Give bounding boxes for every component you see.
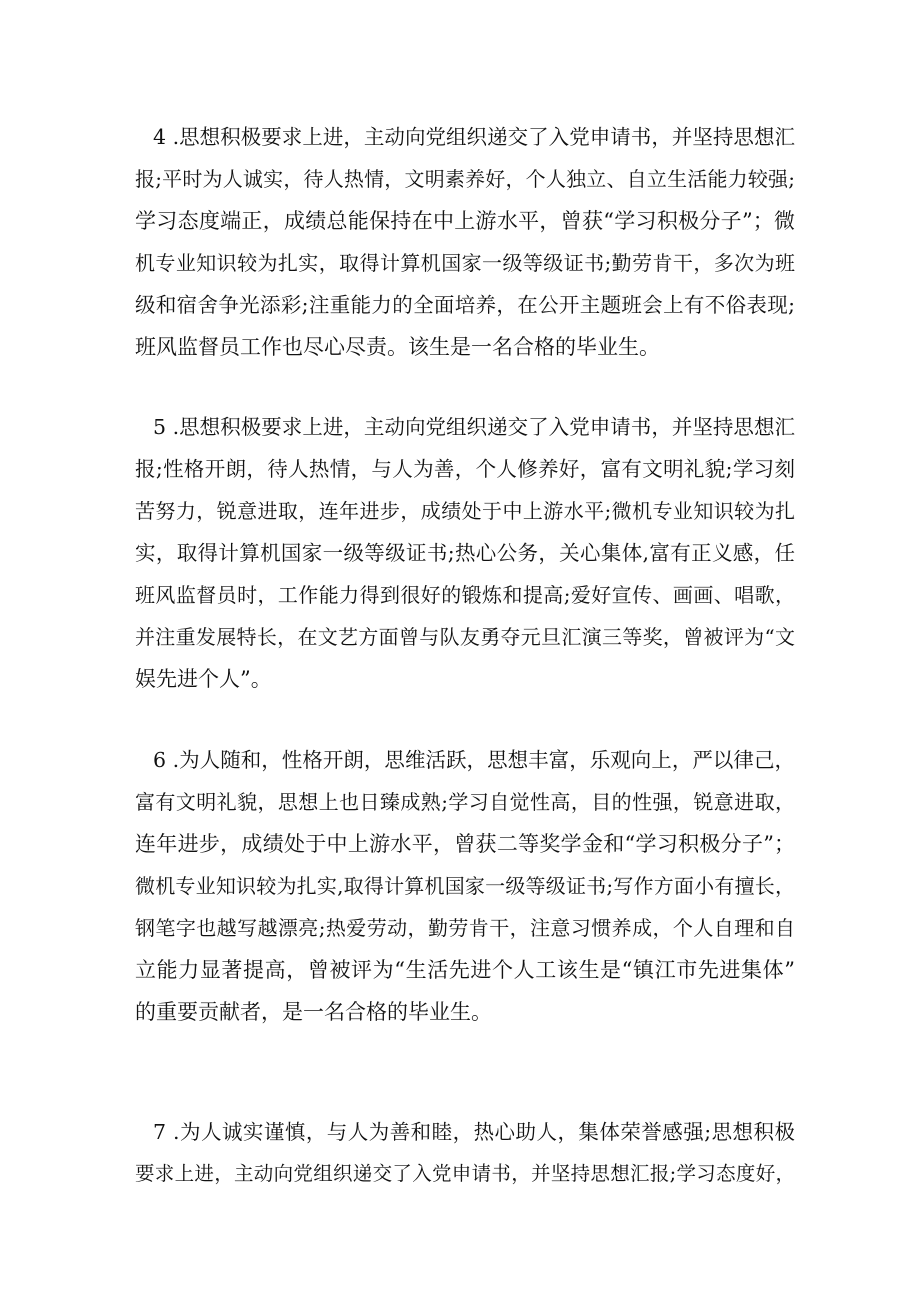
text-line: 要求上进，主动向党组织递交了入党申请书，并坚持思想汇报;学习态度好，	[135, 1162, 795, 1185]
text-line: 级和宿舍争光添彩;注重能力的全面培养，在公开主题班会上有不俗表现;	[135, 293, 795, 317]
text-line: 7 .为人诚实谨慎，与人为善和睦，热心助人，集体荣誉感强;思想积极	[153, 1120, 795, 1144]
text-line: 机专业知识较为扎实，取得计算机国家一级等级证书;勤劳肯干，多次为班	[135, 251, 795, 275]
text-line: 班风监督员工作也尽心尽责。该生是一名合格的毕业生。	[135, 335, 660, 359]
text-line: 并注重发展特长，在文艺方面曾与队友勇夺元旦汇演三等奖，曾被评为“文	[135, 625, 795, 649]
text-line: 富有文明礼貌，思想上也日臻成熟;学习自觉性高，目的性强，锐意进取，	[135, 790, 795, 814]
paragraph-7	[135, 1111, 795, 1195]
text-line: 立能力显著提高，曾被评为“生活先进个人工该生是“镇江市先进集体”	[135, 958, 795, 982]
text-line: 实，取得计算机国家一级等级证书;热心公务，关心集体,富有正义感，任	[135, 541, 795, 565]
text-line: 连年进步，成绩处于中上游水平，曾获二等奖学金和“学习积极分子”；	[135, 832, 795, 856]
paragraph-6	[135, 739, 795, 1033]
text-line: 学习态度端正，成绩总能保持在中上游水平，曾获“学习积极分子”；微	[135, 209, 795, 233]
text-line: 娱先进个人”。	[135, 667, 272, 691]
text-line: 报;性格开朗，待人热情，与人为善，个人修养好，富有文明礼貌;学习刻	[135, 457, 795, 481]
text-line: 的重要贡献者，是一名合格的毕业生。	[135, 1000, 492, 1024]
text-line: 钢笔字也越写越漂亮;热爱劳动，勤劳肯干，注意习惯养成，个人自理和自	[135, 916, 795, 940]
text-line: 微机专业知识较为扎实,取得计算机国家一级等级证书;写作方面小有擅长，	[135, 874, 795, 898]
paragraph-5	[135, 406, 795, 700]
text-line: 班风监督员时，工作能力得到很好的锻炼和提高;爱好宣传、画画、唱歌，	[135, 583, 795, 607]
text-line: 6 .为人随和，性格开朗，思维活跃，思想丰富，乐观向上，严以律己，	[153, 748, 795, 772]
text-line: 苦努力，锐意进取，连年进步，成绩处于中上游水平;微机专业知识较为扎	[135, 499, 795, 523]
text-line: 4 .思想积极要求上进，主动向党组织递交了入党申请书，并坚持思想汇	[153, 125, 795, 149]
paragraph-4	[135, 116, 795, 368]
text-line: 5 .思想积极要求上进，主动向党组织递交了入党申请书，并坚持思想汇	[153, 415, 795, 439]
text-line: 报;平时为人诚实，待人热情，文明素养好，个人独立、自立生活能力较强;	[135, 167, 795, 191]
